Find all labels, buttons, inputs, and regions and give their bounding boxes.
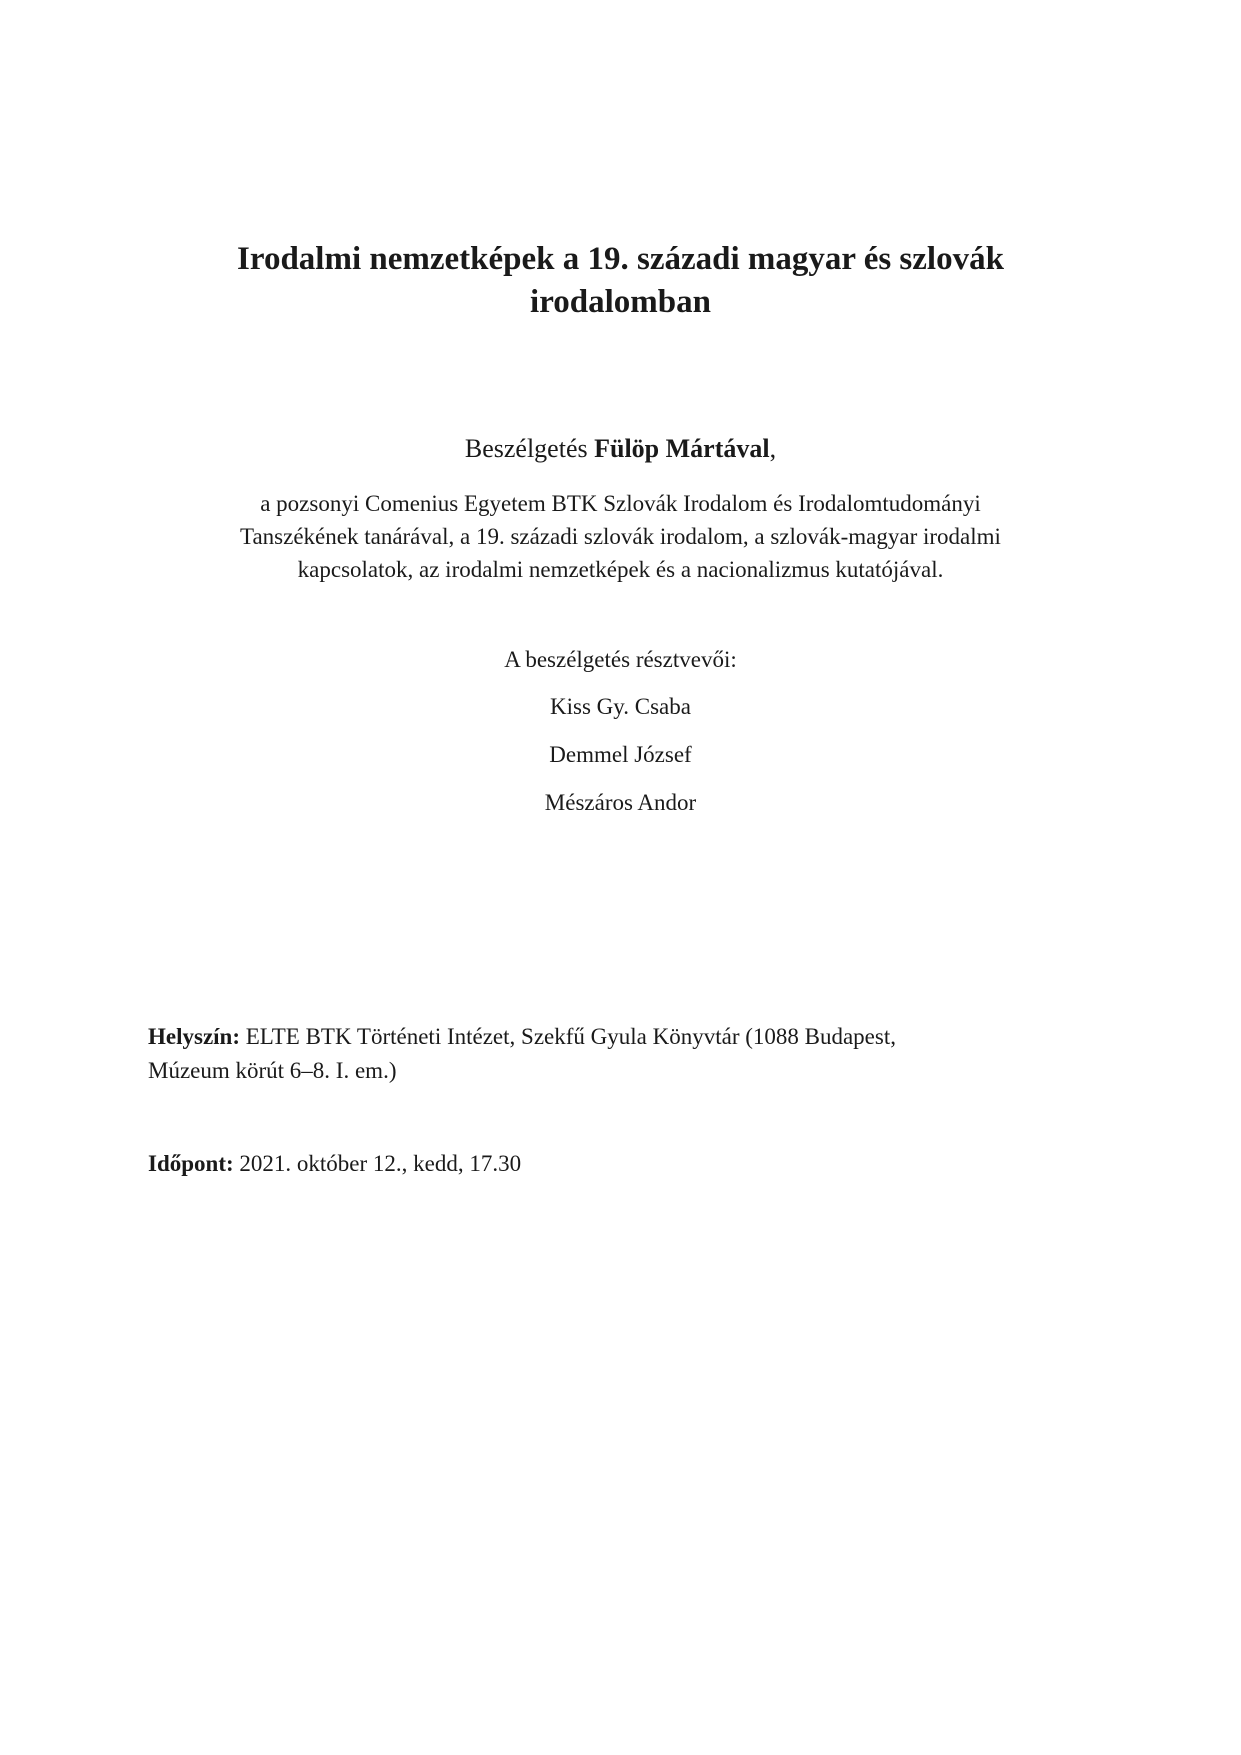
date-value: 2021. október 12., kedd, 17.30 bbox=[233, 1151, 522, 1176]
title-line-1: Irodalmi nemzetképek a 19. századi magyar és szlovák bbox=[237, 241, 1004, 277]
location-text-1: ELTE BTK Történeti Intézet, Szekfű Gyula Könyvtár (1088 Budapest, bbox=[240, 1024, 896, 1049]
date-label: Időpont: bbox=[148, 1151, 234, 1176]
participants-heading: A beszélgetés résztvevői: bbox=[504, 647, 737, 672]
participant-name: Kiss Gy. Csaba bbox=[550, 694, 691, 719]
conversation-prefix: Beszélgetés bbox=[464, 434, 595, 463]
conversation-suffix: , bbox=[769, 434, 777, 463]
description-line-2: Tanszékének tanárával, a 19. századi szlovák irodalom, a szlovák-magyar irodalmi bbox=[240, 524, 1001, 549]
title-line-2: irodalomban bbox=[530, 284, 711, 320]
description-line-3: kapcsolatok, az irodalmi nemzetképek és a nacionalizmus kutatójával. bbox=[297, 557, 944, 582]
description-line-1: a pozsonyi Comenius Egyetem BTK Szlovák Irodalom és Irodalomtudományi bbox=[260, 491, 981, 516]
participant-name: Mészáros Andor bbox=[544, 790, 697, 815]
location-info bbox=[148, 1020, 1108, 1088]
date-info bbox=[148, 1147, 1108, 1181]
guest-description bbox=[130, 487, 1111, 586]
location-line-2: Múzeum körút 6–8. I. em.) bbox=[148, 1058, 397, 1083]
location-label: Helyszín: bbox=[148, 1024, 240, 1049]
guest-name: Fülöp Mártával bbox=[594, 434, 770, 463]
location-line-1 bbox=[148, 1020, 1108, 1054]
participants-section bbox=[130, 645, 1111, 836]
page-title bbox=[130, 238, 1111, 324]
participant-name: Demmel József bbox=[549, 742, 692, 767]
conversation-line bbox=[130, 432, 1111, 466]
